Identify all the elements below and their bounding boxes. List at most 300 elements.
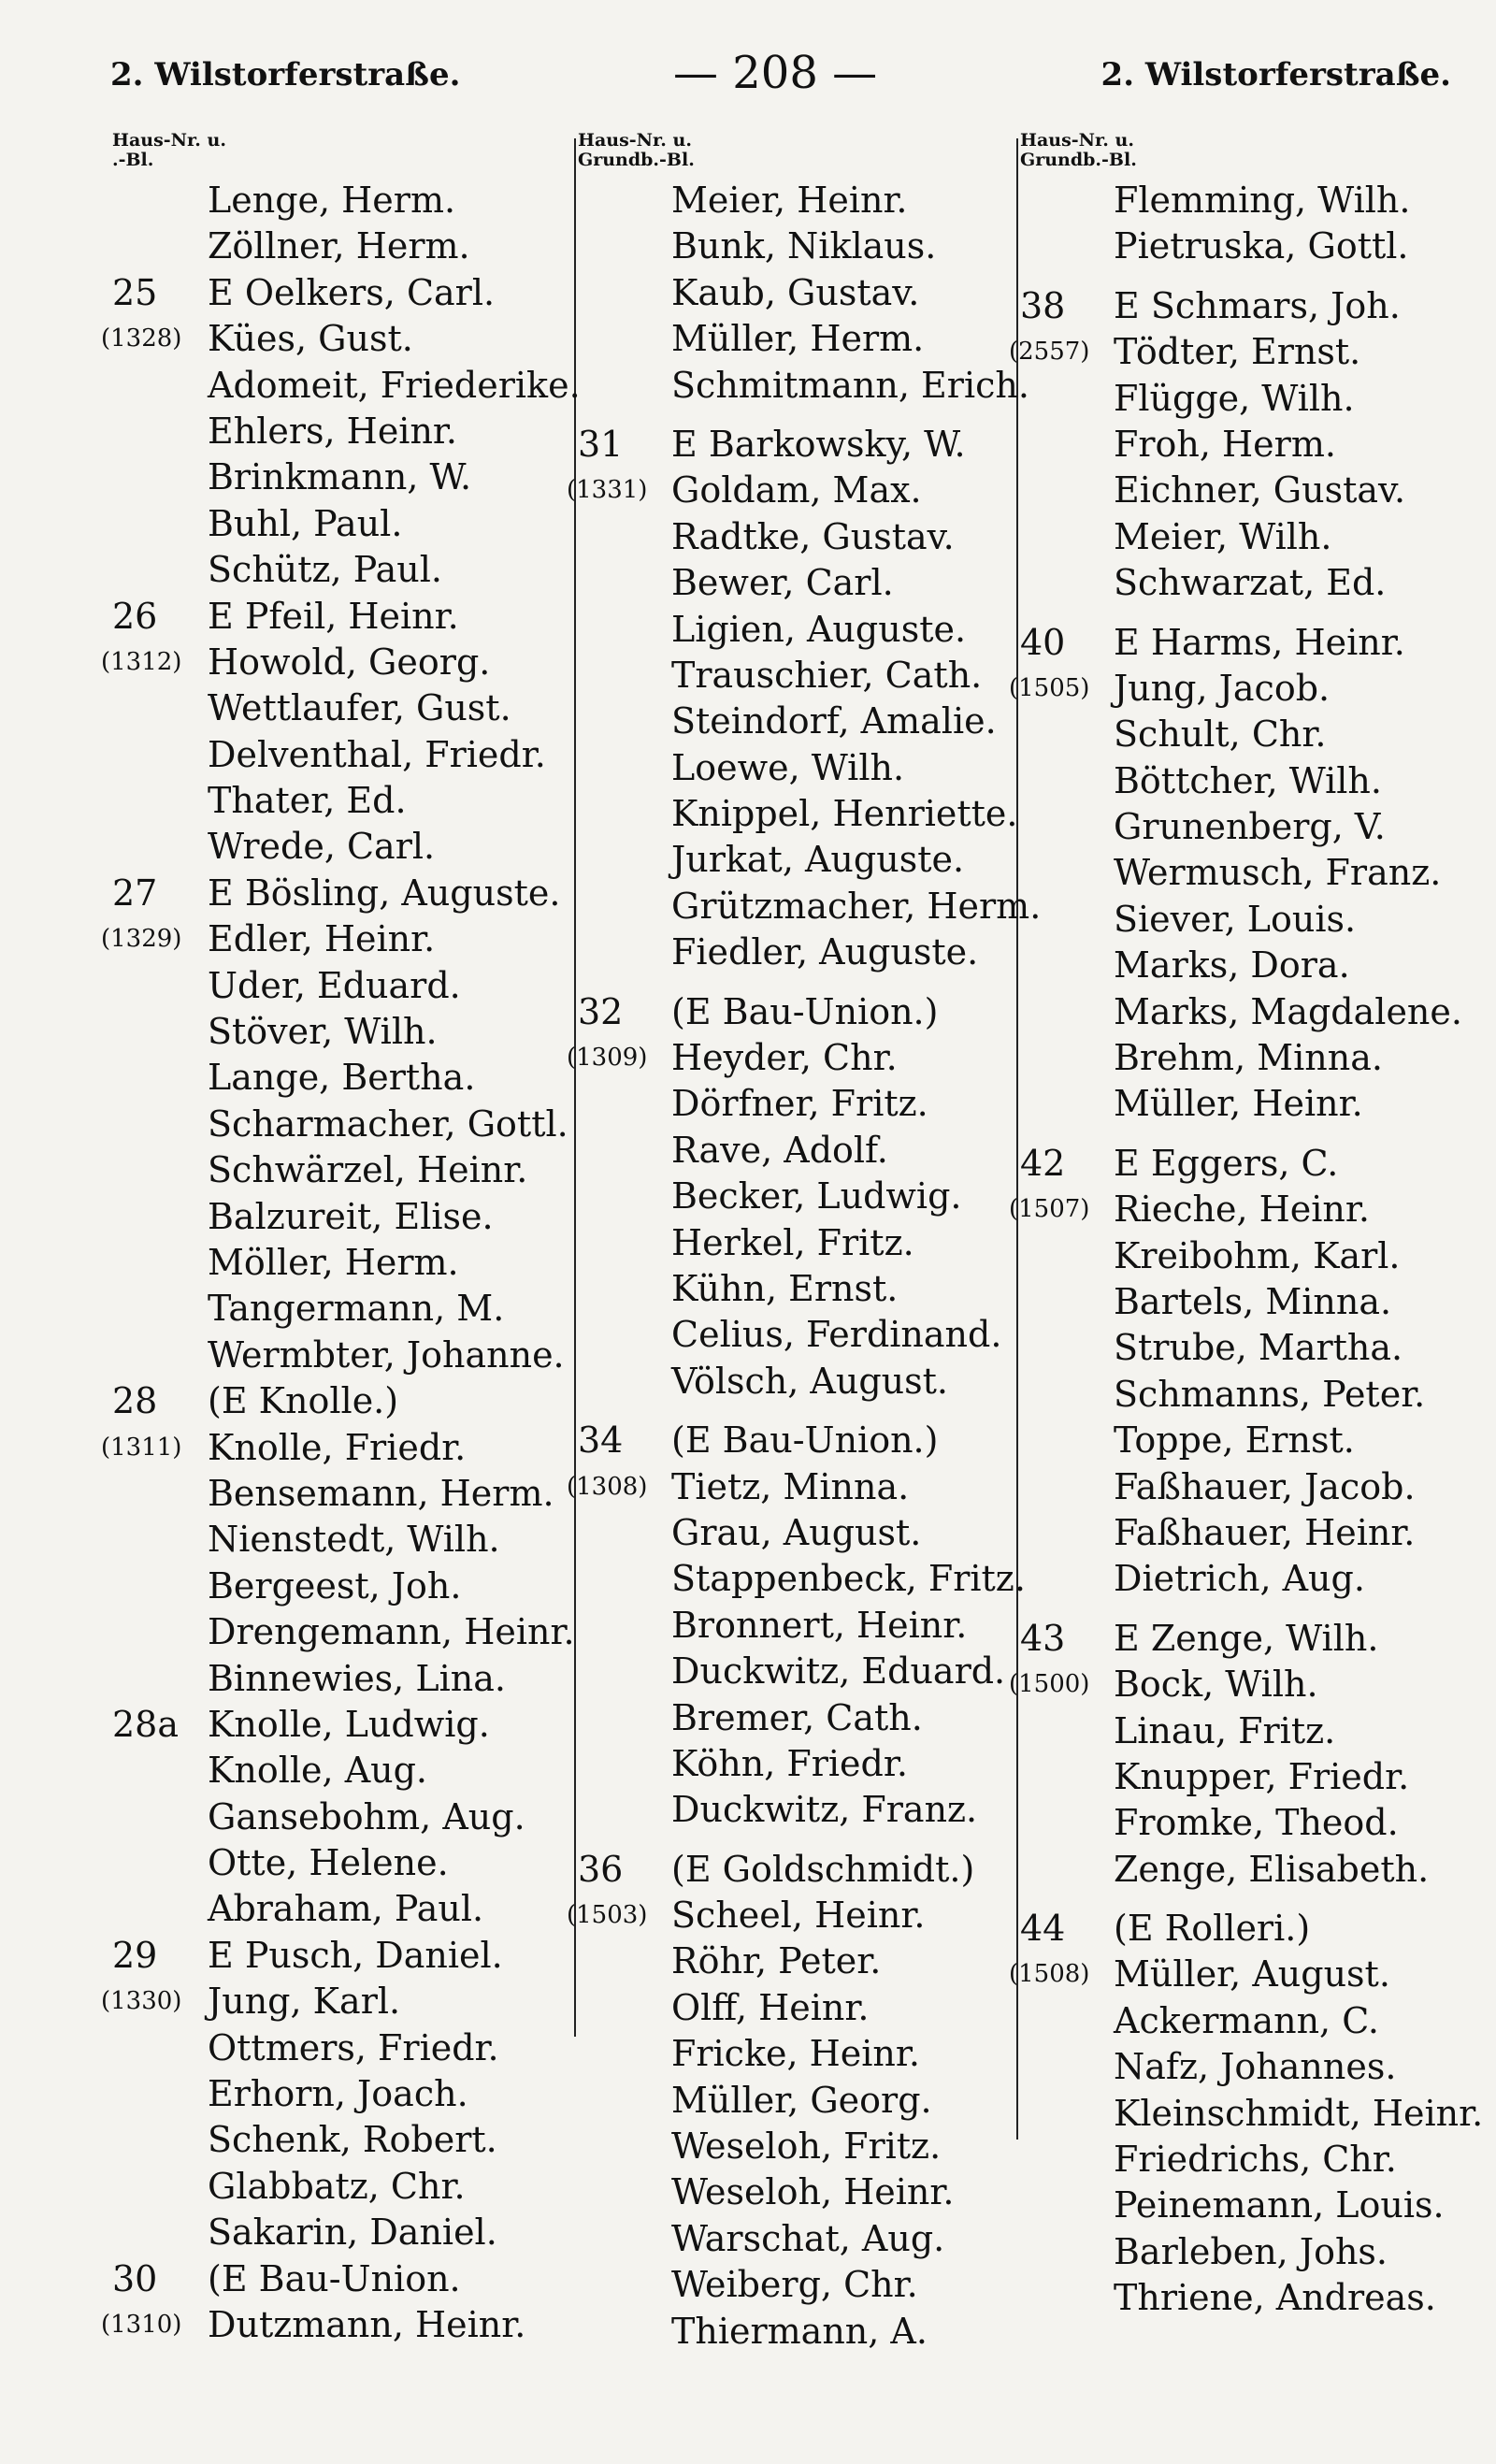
resident-name: (E Goldschmidt.) (671, 1848, 975, 1890)
column-header-line: Haus-Nr. u. (112, 130, 226, 151)
resident-entry (112, 1240, 566, 1286)
resident-name: Abraham, Paul. (208, 1888, 484, 1930)
house-number: 25 (112, 271, 158, 313)
resident-entry (112, 1794, 566, 1840)
resident-entry (1020, 712, 1469, 757)
resident-entry (112, 2025, 566, 2071)
resident-name: Bock, Wilh. (1114, 1664, 1318, 1706)
column-header-line: Haus-Nr. u. (1020, 130, 1134, 151)
resident-name: Warschat, Aug. (671, 2217, 945, 2259)
resident-entry (578, 2169, 1013, 2215)
entry-gap (578, 409, 1013, 422)
resident-name: Schwärzel, Heinr. (208, 1149, 528, 1191)
entry-gap (578, 1834, 1013, 1847)
resident-name: Jurkat, Auguste. (671, 839, 965, 881)
resident-entry (1020, 1708, 1469, 1754)
resident-name: Schult, Chr. (1114, 713, 1327, 756)
resident-name: Drengemann, Heinr. (208, 1611, 575, 1653)
resident-entry (112, 1702, 566, 1748)
land-register-number: (1312) (101, 647, 182, 676)
resident-entry (1020, 758, 1469, 804)
resident-entry (1009, 1187, 1469, 1232)
column-divider (574, 138, 576, 2037)
resident-entry (112, 223, 566, 269)
resident-entry (1020, 1035, 1469, 1081)
resident-entry (112, 1333, 566, 1378)
resident-entry (112, 824, 566, 870)
resident-entry (1020, 1754, 1469, 1800)
entry-gap (578, 976, 1013, 989)
page-header (0, 47, 1496, 103)
resident-name: Strube, Martha. (1114, 1327, 1403, 1369)
resident-entry (578, 2216, 1013, 2262)
resident-entry (1020, 2183, 1469, 2228)
resident-name: E Zenge, Wilh. (1114, 1617, 1379, 1659)
resident-entry (1020, 2137, 1469, 2183)
resident-name: Celius, Ferdinand. (671, 1314, 1002, 1356)
house-number: 40 (1020, 621, 1066, 663)
resident-name: Thriene, Andreas. (1114, 2277, 1436, 2319)
resident-name: Müller, August. (1114, 1953, 1390, 1996)
resident-entry (1020, 1906, 1469, 1952)
resident-entry (1020, 1616, 1469, 1662)
land-register-number: (1308) (567, 1472, 648, 1501)
resident-name: Knolle, Aug. (208, 1750, 428, 1792)
resident-name: Duckwitz, Franz. (671, 1789, 978, 1831)
resident-entry (578, 929, 1013, 975)
resident-name: Balzureit, Elise. (208, 1195, 494, 1237)
resident-name: Völsch, August. (671, 1360, 948, 1402)
resident-name: Dutzmann, Heinr. (208, 2303, 526, 2345)
column-header-line: .-Bl. (112, 150, 154, 170)
resident-entry (1020, 1800, 1469, 1846)
resident-entry (578, 837, 1013, 883)
resident-name: Röhr, Peter. (671, 1940, 882, 1982)
resident-name: Thiermann, A. (671, 2310, 928, 2352)
entry-gap (1020, 1128, 1469, 1141)
resident-name: Radtke, Gustav. (671, 515, 955, 557)
resident-name: Uder, Eduard. (208, 964, 461, 1006)
column-header (1020, 131, 1469, 178)
directory-column-1 (101, 130, 581, 2348)
resident-entry (112, 685, 566, 731)
resident-name: Grunenberg, V. (1114, 806, 1386, 848)
resident-name: Stappenbeck, Fritz. (671, 1558, 1026, 1600)
resident-name: Bartels, Minna. (1114, 1280, 1392, 1322)
resident-entry (1020, 514, 1469, 560)
resident-entry (567, 468, 1013, 513)
resident-name: E Barkowsky, W. (671, 423, 966, 465)
resident-entry (578, 1128, 1013, 1174)
resident-entry (101, 916, 566, 962)
resident-entry (1009, 1662, 1469, 1708)
resident-entry (1009, 1952, 1469, 1997)
resident-entry (112, 178, 566, 223)
resident-entry (1020, 1279, 1469, 1325)
resident-name: Knupper, Friedr. (1114, 1755, 1410, 1797)
resident-name: Buhl, Paul. (208, 502, 403, 544)
house-number: 43 (1020, 1617, 1066, 1659)
resident-entry (1020, 468, 1469, 513)
resident-name: Froh, Herm. (1114, 423, 1336, 465)
resident-name: Linau, Fritz. (1114, 1709, 1336, 1751)
resident-entry (1009, 329, 1469, 375)
resident-entry (578, 2078, 1013, 2124)
resident-entry (578, 514, 1013, 560)
resident-entry (567, 1035, 1013, 1081)
resident-entry (578, 178, 1013, 223)
resident-entry (1020, 620, 1469, 666)
resident-entry (1020, 223, 1469, 269)
resident-name: Barleben, Johs. (1114, 2230, 1388, 2272)
column-header-line: Grundb.-Bl. (1020, 150, 1137, 170)
resident-name: Bremer, Cath. (671, 1696, 923, 1738)
house-number: 29 (112, 1934, 158, 1976)
resident-entry (578, 1510, 1013, 1556)
resident-entry (112, 2117, 566, 2163)
resident-name: Dörfner, Fritz. (671, 1083, 928, 1125)
resident-entry (101, 316, 566, 362)
resident-entry (112, 1471, 566, 1517)
resident-entry (578, 1220, 1013, 1266)
resident-name: Flügge, Wilh. (1114, 377, 1355, 419)
resident-entry (578, 1312, 1013, 1358)
resident-name: Otte, Helene. (208, 1842, 449, 1884)
land-register-number: (1310) (101, 2310, 182, 2339)
resident-entry (101, 2302, 566, 2348)
resident-entry (101, 640, 566, 685)
resident-entry (112, 963, 566, 1009)
resident-entry (1020, 1372, 1469, 1418)
resident-entry (578, 223, 1013, 269)
land-register-number: (1329) (101, 925, 182, 954)
resident-entry (578, 884, 1042, 929)
resident-entry (112, 501, 566, 547)
resident-name: Meier, Wilh. (1114, 515, 1332, 557)
resident-name: Schenk, Robert. (208, 2119, 497, 2161)
column-header (578, 131, 1013, 178)
resident-name: Adomeit, Friederike. (208, 364, 581, 406)
resident-entry (1020, 283, 1469, 329)
resident-entry (1020, 2044, 1469, 2090)
resident-entry (578, 270, 1013, 316)
resident-entry (112, 1378, 566, 1424)
resident-name: Wermbter, Johanne. (208, 1333, 565, 1376)
resident-entry (1020, 178, 1469, 223)
resident-name: Bensemann, Herm. (208, 1472, 554, 1514)
resident-name: Tangermann, M. (208, 1288, 505, 1330)
resident-entry (567, 1893, 1013, 1938)
resident-entry (1020, 422, 1469, 468)
resident-entry (578, 1603, 1013, 1649)
land-register-number: (2557) (1009, 338, 1090, 367)
resident-entry (112, 1147, 566, 1193)
resident-name: Herkel, Fritz. (671, 1221, 914, 1263)
resident-name: Jung, Jacob. (1114, 667, 1331, 709)
resident-entry (1020, 804, 1469, 850)
resident-name: Schwarzat, Ed. (1114, 562, 1387, 604)
resident-entry (112, 871, 566, 916)
resident-entry (1020, 1510, 1469, 1556)
resident-name: E Schmars, Joh. (1114, 284, 1401, 326)
resident-entry (1020, 1418, 1469, 1463)
resident-name: Nafz, Johannes. (1114, 2046, 1397, 2088)
page-number: — 208 — (673, 47, 878, 99)
resident-name: Bewer, Carl. (671, 562, 894, 604)
resident-name: (E Knolle.) (208, 1380, 399, 1422)
resident-name: Trauschier, Cath. (671, 654, 983, 696)
resident-entry (1020, 2275, 1469, 2321)
resident-name: Tietz, Minna. (671, 1465, 910, 1507)
resident-name: Weiberg, Chr. (671, 2264, 918, 2306)
column-header-line: Grundb.-Bl. (578, 150, 695, 170)
resident-entry (112, 2256, 566, 2302)
land-register-number: (1503) (567, 1901, 648, 1930)
house-number: 30 (112, 2257, 158, 2299)
resident-entry (1020, 1325, 1469, 1371)
resident-entry (1020, 989, 1469, 1035)
resident-name: Müller, Heinr. (1114, 1083, 1363, 1125)
resident-name: Siever, Louis. (1114, 898, 1357, 940)
resident-name: Brehm, Minna. (1114, 1037, 1383, 1079)
entry-gap (1020, 607, 1469, 620)
resident-entry (578, 653, 1013, 699)
resident-name: Steindorf, Amalie. (671, 700, 997, 742)
resident-name: Zenge, Elisabeth. (1114, 1848, 1430, 1890)
resident-entry (578, 1649, 1013, 1694)
resident-entry (578, 1174, 1013, 1219)
resident-entry (112, 2071, 566, 2117)
house-number: 36 (578, 1848, 624, 1890)
resident-name: Flemming, Wilh. (1114, 180, 1411, 221)
resident-entry (112, 1009, 566, 1055)
resident-name: Müller, Herm. (671, 318, 925, 360)
resident-entry (1009, 666, 1469, 712)
resident-name: Weseloh, Fritz. (671, 2125, 942, 2168)
resident-entry (578, 2309, 1013, 2355)
resident-entry (1020, 943, 1469, 988)
resident-entry (578, 1266, 1013, 1312)
resident-name: Goldam, Max. (671, 469, 922, 512)
resident-name: Ackermann, C. (1114, 1999, 1379, 2041)
entry-gap (1020, 270, 1469, 283)
resident-name: Böttcher, Wilh. (1114, 759, 1382, 801)
resident-entry (112, 363, 581, 409)
resident-entry (112, 778, 566, 824)
resident-entry (1020, 1081, 1469, 1127)
resident-entry (578, 1081, 1013, 1127)
resident-name: Kreibohm, Karl. (1114, 1234, 1401, 1276)
resident-entry (1020, 1233, 1469, 1279)
resident-entry (112, 1840, 566, 1886)
resident-name: Köhn, Friedr. (671, 1742, 908, 1784)
resident-name: Friedrichs, Chr. (1114, 2139, 1397, 2181)
resident-name: E Pusch, Daniel. (208, 1934, 503, 1976)
resident-name: Dietrich, Aug. (1114, 1558, 1365, 1600)
resident-name: (E Rolleri.) (1114, 1908, 1311, 1950)
resident-entry (1020, 850, 1469, 896)
resident-name: Rieche, Heinr. (1114, 1189, 1370, 1231)
resident-name: Erhorn, Joach. (208, 2073, 468, 2115)
resident-name: Binnewies, Lina. (208, 1657, 506, 1699)
resident-entry (578, 1556, 1026, 1602)
resident-name: Lange, Bertha. (208, 1057, 476, 1099)
resident-entry (101, 1979, 566, 2025)
resident-name: Peinemann, Louis. (1114, 2184, 1445, 2226)
land-register-number: (1505) (1009, 673, 1090, 702)
resident-entry (1020, 1847, 1469, 1893)
resident-name: Bronnert, Heinr. (671, 1604, 968, 1646)
entry-gap (1020, 1603, 1469, 1616)
resident-entry (578, 422, 1013, 468)
resident-entry (578, 791, 1018, 837)
resident-name: Kühn, Ernst. (671, 1267, 899, 1309)
resident-name: Wettlaufer, Gust. (208, 687, 511, 729)
resident-entry (578, 2262, 1013, 2308)
resident-entry (112, 1886, 566, 1932)
resident-name: Marks, Magdalene. (1114, 990, 1462, 1032)
resident-entry (112, 1656, 566, 1702)
resident-name: Brinkmann, W. (208, 456, 472, 498)
resident-name: Faßhauer, Jacob. (1114, 1465, 1416, 1507)
resident-name: E Harms, Heinr. (1114, 621, 1405, 663)
land-register-number: (1309) (567, 1044, 648, 1073)
resident-name: Wrede, Carl. (208, 826, 436, 868)
resident-name: Fromke, Theod. (1114, 1802, 1399, 1844)
resident-entry (578, 316, 1013, 362)
resident-entry (567, 1464, 1013, 1510)
entry-gap (1020, 1893, 1469, 1906)
header-street-right: 2. Wilstorferstraße. (1100, 56, 1451, 94)
resident-name: Schmitmann, Erich. (671, 364, 1029, 406)
resident-entry (578, 745, 1013, 791)
resident-entry (112, 1517, 566, 1563)
resident-entry (112, 547, 566, 593)
resident-name: (E Bau-Union.) (671, 990, 939, 1032)
resident-name: Pietruska, Gottl. (1114, 225, 1409, 267)
house-number: 31 (578, 423, 624, 465)
resident-entry (578, 1695, 1013, 1741)
resident-name: Edler, Heinr. (208, 918, 436, 960)
resident-name: Fricke, Heinr. (671, 2033, 920, 2075)
house-number: 34 (578, 1419, 624, 1462)
resident-name: Heyder, Chr. (671, 1037, 898, 1079)
house-number: 28 (112, 1380, 158, 1422)
resident-name: Kües, Gust. (208, 318, 413, 360)
resident-name: Weseloh, Heinr. (671, 2171, 955, 2213)
house-number: 27 (112, 872, 158, 914)
house-number: 38 (1020, 284, 1066, 326)
resident-name: E Bösling, Auguste. (208, 872, 561, 914)
resident-name: Grau, August. (671, 1511, 922, 1553)
resident-entry (1020, 1556, 1469, 1602)
resident-entry (1020, 2091, 1484, 2137)
resident-name: Wermusch, Franz. (1114, 852, 1442, 894)
resident-name: Zöllner, Herm. (208, 225, 470, 267)
directory-column-3 (1009, 130, 1484, 2322)
resident-name: (E Bau-Union. (208, 2257, 461, 2299)
column-divider (1016, 138, 1018, 2140)
resident-name: Ligien, Auguste. (671, 608, 967, 650)
resident-name: Fiedler, Auguste. (671, 931, 979, 973)
resident-name: Nienstedt, Wilh. (208, 1519, 500, 1561)
resident-name: Kleinschmidt, Heinr. (1114, 2092, 1484, 2134)
resident-entry (112, 1194, 566, 1240)
entry-gap (578, 1405, 1013, 1418)
resident-name: Schmanns, Peter. (1114, 1373, 1426, 1415)
resident-entry (578, 989, 1013, 1035)
resident-name: Toppe, Ernst. (1114, 1419, 1355, 1462)
resident-entry (112, 409, 566, 454)
land-register-number: (1507) (1009, 1195, 1090, 1224)
resident-name: E Pfeil, Heinr. (208, 595, 459, 637)
resident-name: Ehlers, Heinr. (208, 410, 458, 452)
resident-name: Gansebohm, Aug. (208, 1795, 525, 1837)
resident-name: Sakarin, Daniel. (208, 2212, 497, 2254)
resident-name: E Eggers, C. (1114, 1142, 1339, 1184)
resident-entry (112, 270, 566, 316)
resident-entry (112, 1609, 575, 1655)
resident-entry (112, 732, 566, 778)
resident-name: Loewe, Wilh. (671, 746, 905, 788)
resident-name: Tödter, Ernst. (1114, 331, 1361, 373)
resident-name: Rave, Adolf. (671, 1129, 888, 1171)
resident-name: Marks, Dora. (1114, 944, 1350, 987)
resident-name: Becker, Ludwig. (671, 1175, 962, 1218)
resident-name: Olff, Heinr. (671, 1986, 870, 2028)
resident-entry (112, 1055, 566, 1101)
resident-entry (112, 2164, 566, 2210)
resident-name: Delventhal, Friedr. (208, 733, 546, 775)
resident-entry (112, 1748, 566, 1794)
resident-entry (1020, 1998, 1469, 2044)
resident-name: Lenge, Herm. (208, 180, 456, 221)
resident-name: Scheel, Heinr. (671, 1895, 926, 1937)
resident-entry (578, 2124, 1013, 2169)
resident-name: Bunk, Niklaus. (671, 225, 937, 267)
resident-entry (101, 1425, 566, 1471)
land-register-number: (1331) (567, 476, 648, 505)
header-street-left: 2. Wilstorferstraße. (110, 56, 461, 94)
resident-entry (578, 1418, 1013, 1463)
resident-name: Müller, Georg. (671, 2079, 932, 2121)
resident-entry (578, 1985, 1013, 2031)
resident-entry (112, 454, 566, 500)
land-register-number: (1508) (1009, 1960, 1090, 1989)
resident-name: Knolle, Friedr. (208, 1426, 467, 1468)
resident-name: Howold, Georg. (208, 641, 491, 683)
resident-entry (1020, 2229, 1469, 2275)
land-register-number: (1330) (101, 1987, 182, 2016)
house-number: 26 (112, 595, 158, 637)
resident-name: Eichner, Gustav. (1114, 469, 1406, 512)
resident-entry (112, 1563, 566, 1609)
column-header-line: Haus-Nr. u. (578, 130, 692, 151)
resident-name: Stöver, Wilh. (208, 1011, 438, 1053)
resident-name: Möller, Herm. (208, 1241, 459, 1283)
resident-name: Grützmacher, Herm. (671, 885, 1042, 927)
resident-entry (112, 1102, 566, 1147)
resident-entry (578, 560, 1013, 606)
resident-entry (578, 699, 1013, 744)
resident-name: Knolle, Ludwig. (208, 1703, 490, 1745)
resident-entry (1020, 1464, 1469, 1510)
resident-name: Faßhauer, Heinr. (1114, 1511, 1416, 1553)
resident-name: Ottmers, Friedr. (208, 2026, 499, 2068)
resident-name: Jung, Karl. (208, 1981, 401, 2023)
column-header (112, 131, 566, 178)
house-number: 44 (1020, 1908, 1066, 1950)
